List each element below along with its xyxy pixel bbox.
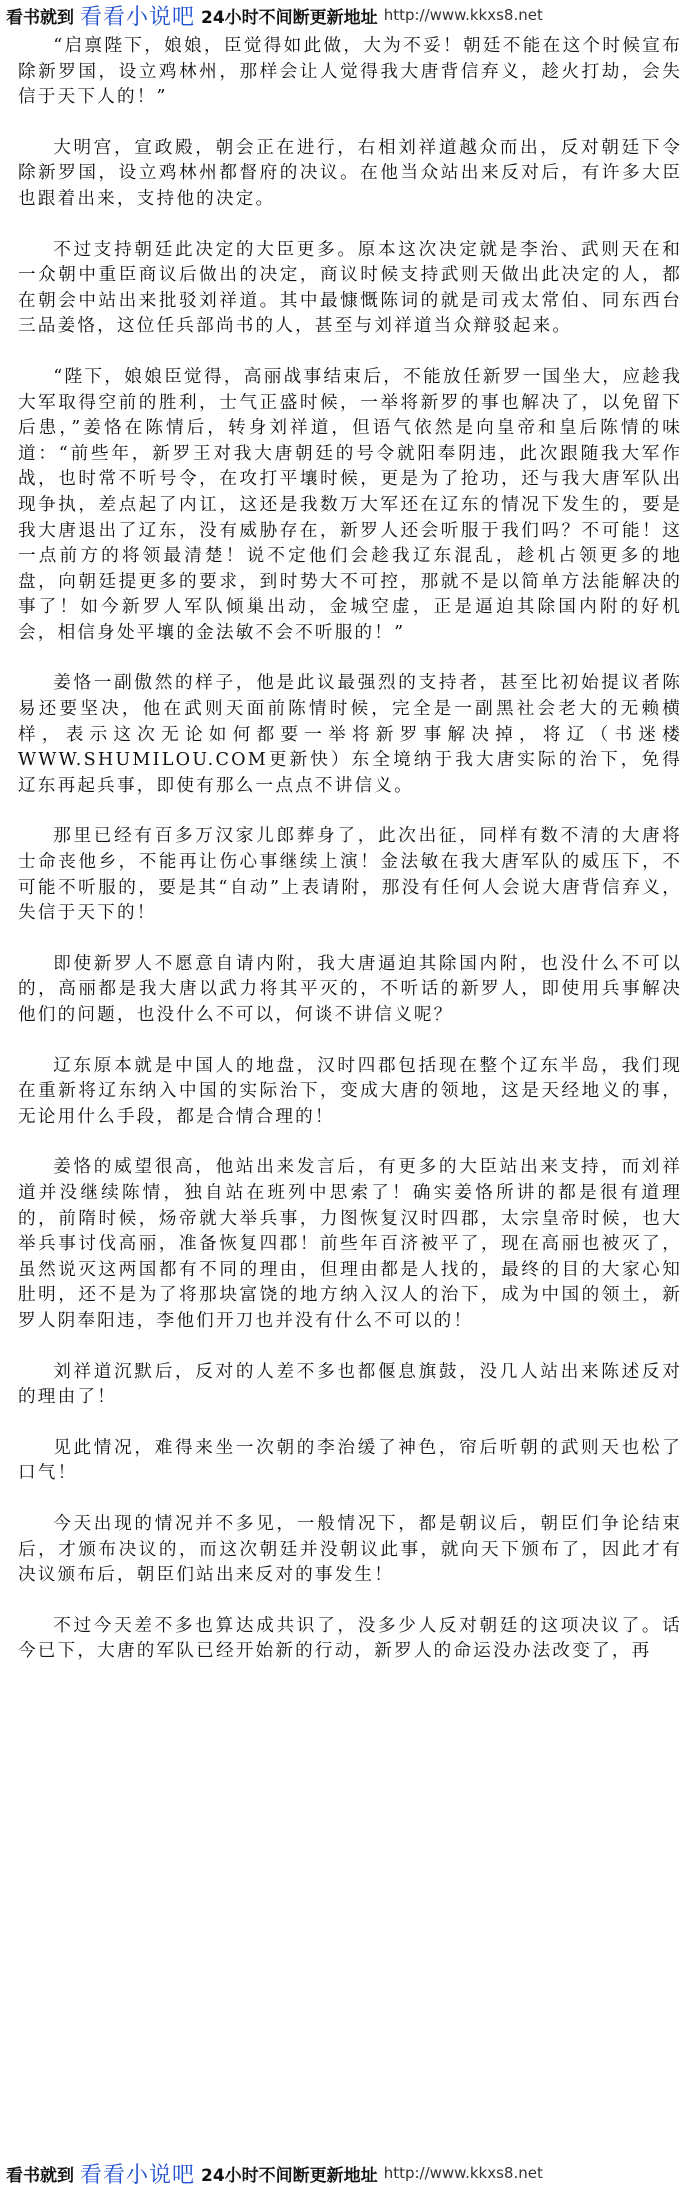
bottom-banner <box>0 2158 700 2188</box>
banner-slogan: 24小时不间断更新地址 <box>201 2165 378 2186</box>
site-name-link[interactable]: 看看小说吧 <box>80 2162 196 2188</box>
paragraph: 那里已经有百多万汉家儿郎葬身了，此次出征，同样有数不清的大唐将士命丧他乡，不能再让伤心事继续上演！金法敏在我大唐军队的威压下，不可能不听服的，要是其“自动”上表请附，那没有任何人会说大唐背信弃义，失信于天下的！ <box>18 826 682 924</box>
article-body <box>0 30 700 1665</box>
paragraph: 即使新罗人不愿意自请内附，我大唐逼迫其除国内附，也没什么不可以的，高丽都是我大唐以武力将其平灭的，不听话的新罗人，即使用兵事解决他们的问题，也没什么不可以，何谈不讲信义呢？ <box>18 953 682 1025</box>
paragraph: 不过支持朝廷此决定的大臣更多。原本这次决定就是李治、武则天在和一众朝中重臣商议后做出的决定，商议时候支持武则天做出此决定的人，都在朝会中站出来批驳刘祥道。其中最慷慨陈词的就是司戎太常伯、同东西台三品姜恪，这位任兵部尚书的人，甚至与刘祥道当众辩驳起来。 <box>18 239 682 337</box>
site-url-link[interactable]: http://www.kkxs8.net <box>383 6 543 24</box>
banner-prefix: 看书就到 <box>6 7 74 28</box>
banner-slogan: 24小时不间断更新地址 <box>201 7 378 28</box>
paragraph: 姜恪一副傲然的样子，他是此议最强烈的支持者，甚至比初始提议者陈易还要坚决，他在武则天面前陈情时候，完全是一副黑社会老大的无赖横样，表示这次无论如何都要一举将新罗事解决掉，将辽（书迷楼WWW.SHUMILOU.COM更新快）东全境纳于我大唐实际的治下，免得辽东再起兵事，即使有那么一点点不讲信义。 <box>18 673 682 796</box>
paragraph: 不过今天差不多也算达成共识了，没多少人反对朝廷的这项决议了。话今已下，大唐的军队已经开始新的行动，新罗人的命运没办法改变了，再 <box>18 1615 682 1662</box>
paragraph: “陛下，娘娘臣觉得，高丽战事结束后，不能放任新罗一国坐大，应趁我大军取得空前的胜利，士气正盛时候，一举将新罗的事也解决了，以免留下后患，”姜恪在陈情后，转身刘祥道，但语气依然是向皇帝和皇后陈情的味道：“前些年，新罗王对我大唐朝廷的号令就阳奉阴违，此次跟随我大军作战，也时常不听号令，在攻打平壤时候，更是为了抢功，还与我大唐军队出现争执，差点起了内讧，这还是我数万大军还在辽东的情况下发生的，要是我大唐退出了辽东，没有威胁存在，新罗人还会听服于我们吗？不可能！这一点前方的将领最清楚！说不定他们会趁我辽东混乱，趁机占领更多的地盘，向朝廷提更多的要求，到时势大不可控，那就不是以简单方法能解决的事了！如今新罗人军队倾巢出动，金城空虚，正是逼迫其除国内附的好机会，相信身处平壤的金法敏不会不听服的！” <box>18 366 682 643</box>
banner-prefix: 看书就到 <box>6 2165 74 2186</box>
paragraph: 大明宫，宣政殿，朝会正在进行，右相刘祥道越众而出，反对朝廷下令除新罗国，设立鸡林州都督府的决议。在他当众站出来反对后，有许多大臣也跟着出来，支持他的决定。 <box>18 137 682 209</box>
paragraph: “启禀陛下，娘娘，臣觉得如此做，大为不妥！朝廷不能在这个时候宣布除新罗国，设立鸡林州，那样会让人觉得我大唐背信弃义，趁火打劫，会失信于天下人的！” <box>18 36 682 108</box>
top-banner <box>0 0 700 30</box>
paragraph: 辽东原本就是中国人的地盘，汉时四郡包括现在整个辽东半岛，我们现在重新将辽东纳入中国的实际治下，变成大唐的领地，这是天经地义的事，无论用什么手段，都是合情合理的！ <box>18 1055 682 1127</box>
site-name-link[interactable]: 看看小说吧 <box>80 4 196 30</box>
site-url-link[interactable]: http://www.kkxs8.net <box>383 2164 543 2182</box>
paragraph: 见此情况，难得来坐一次朝的李治缓了神色，帘后听朝的武则天也松了口气！ <box>18 1437 682 1484</box>
paragraph: 姜恪的威望很高，他站出来发言后，有更多的大臣站出来支持，而刘祥道并没继续陈情，独自站在班列中思索了！确实姜恪所讲的都是很有道理的，前隋时候，炀帝就大举兵事，力图恢复汉时四郡，太宗皇帝时候，也大举兵事讨伐高丽，准备恢复四郡！前些年百济被平了，现在高丽也被灭了，虽然说灭这两国都有不同的理由，但理由都是人找的，最终的目的大家心知肚明，还不是为了将那块富饶的地方纳入汉人的治下，成为中国的领土，新罗人阴奉阳违，李他们开刀也并没有什么不可以的！ <box>18 1157 682 1331</box>
paragraph: 今天出现的情况并不多见，一般情况下，都是朝议后，朝臣们争论结束后，才颁布决议的，而这次朝廷并没朝议此事，就向天下颁布了，因此才有决议颁布后，朝臣们站出来反对的事发生！ <box>18 1513 682 1586</box>
paragraph: 刘祥道沉默后，反对的人差不多也都偃息旗鼓，没几人站出来陈述反对的理由了！ <box>18 1361 682 1408</box>
